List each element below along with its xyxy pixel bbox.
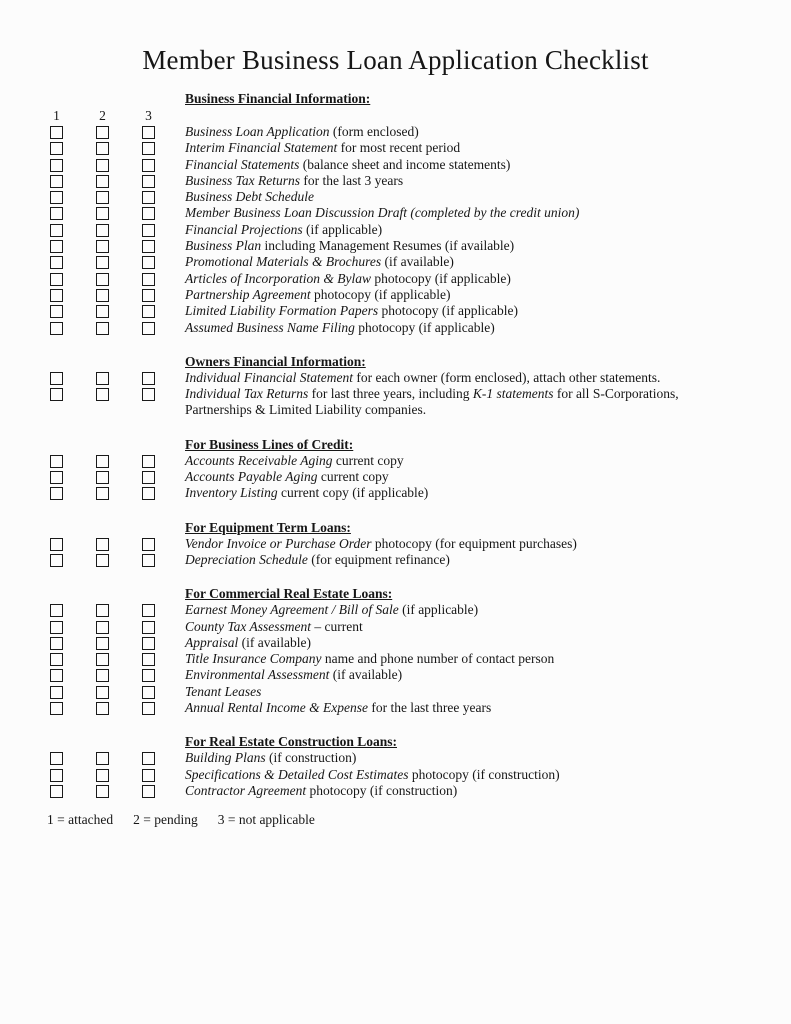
- section: [0, 353, 791, 419]
- checkbox-col3[interactable]: [142, 207, 155, 220]
- checkbox-col3[interactable]: [142, 785, 155, 798]
- checklist-row: [50, 271, 791, 287]
- checkbox-col1[interactable]: [50, 653, 63, 666]
- checkbox-col1[interactable]: [50, 273, 63, 286]
- checkbox-col2[interactable]: [96, 487, 109, 500]
- item-text: [185, 602, 713, 618]
- item-text: [185, 619, 713, 635]
- item-text-segment: Tenant Leases: [185, 683, 262, 699]
- checkbox-col1[interactable]: [50, 372, 63, 385]
- item-text-segment: Assumed Business Name Filing: [185, 319, 355, 335]
- checkbox-col2[interactable]: [96, 142, 109, 155]
- checkbox-col3[interactable]: [142, 554, 155, 567]
- checkbox-col2[interactable]: [96, 322, 109, 335]
- checklist-row: [50, 767, 791, 783]
- item-text-segment: Earnest Money Agreement / Bill of Sale: [185, 602, 399, 618]
- section: [0, 733, 791, 799]
- checklist-row: [50, 783, 791, 799]
- checklist-row: [50, 303, 791, 319]
- item-text-segment: (for equipment refinance): [307, 551, 450, 567]
- checkbox-col2[interactable]: [96, 372, 109, 385]
- checkbox-col2[interactable]: [96, 686, 109, 699]
- item-text: [185, 536, 713, 552]
- checklist-row: [50, 453, 791, 469]
- section-heading: Business Financial Information:: [185, 91, 371, 106]
- section: [0, 519, 791, 569]
- checklist-row: [50, 667, 791, 683]
- checkbox-col2[interactable]: [96, 388, 109, 401]
- item-text: [185, 238, 713, 254]
- column-header: 2: [99, 108, 106, 123]
- item-text-segment: Building Plans: [185, 750, 266, 766]
- item-text-segment: (if available): [329, 667, 403, 683]
- checkbox-col2[interactable]: [96, 256, 109, 269]
- checkbox-col1[interactable]: [50, 637, 63, 650]
- item-text: [185, 370, 713, 386]
- checklist-row: [50, 485, 791, 501]
- checkbox-col1[interactable]: [50, 289, 63, 302]
- checkbox-col2[interactable]: [96, 207, 109, 220]
- column-headers: [50, 108, 791, 124]
- legend-item: 2 = pending: [133, 812, 198, 828]
- checklist-row: [50, 386, 791, 419]
- checkbox-col2[interactable]: [96, 175, 109, 188]
- checkbox-col1[interactable]: [50, 388, 63, 401]
- checkbox-col1[interactable]: [50, 554, 63, 567]
- checkbox-col3[interactable]: [142, 621, 155, 634]
- item-text: [185, 287, 713, 303]
- item-text: [185, 124, 713, 140]
- checklist-row: [50, 238, 791, 254]
- checklist-row: [50, 173, 791, 189]
- item-text: [185, 667, 713, 683]
- item-text-segment: for the last three years: [367, 700, 492, 716]
- section: [0, 90, 791, 336]
- checkbox-col2[interactable]: [96, 637, 109, 650]
- item-text-segment: (if available): [238, 634, 311, 650]
- item-text-segment: for all S-Corporations, Partnerships & Limited Liability companies.: [185, 386, 679, 418]
- item-text: [185, 222, 713, 238]
- checkbox-col3[interactable]: [142, 322, 155, 335]
- section-heading: For Equipment Term Loans:: [185, 519, 351, 535]
- item-text-segment: K-1 statements: [472, 386, 554, 402]
- checkbox-col1[interactable]: [50, 159, 63, 172]
- checkbox-col3[interactable]: [142, 224, 155, 237]
- item-text-segment: Contractor Agreement: [185, 782, 307, 798]
- checkbox-col1[interactable]: [50, 191, 63, 204]
- checkbox-col3[interactable]: [142, 126, 155, 139]
- item-text-segment: Individual Financial Statement: [185, 369, 353, 385]
- item-text-segment: for last three years, including: [308, 386, 473, 402]
- item-text-segment: for the last 3 years: [300, 172, 404, 188]
- checklist-row: [50, 602, 791, 618]
- item-text-segment: Accounts Payable Aging: [185, 469, 318, 485]
- checkbox-col3[interactable]: [142, 487, 155, 500]
- checkbox-col1[interactable]: [50, 621, 63, 634]
- checkbox-col1[interactable]: [50, 224, 63, 237]
- checklist-row: [50, 124, 791, 140]
- checkbox-col1[interactable]: [50, 240, 63, 253]
- item-text-segment: Business Tax Returns: [185, 172, 301, 188]
- item-text-segment: photocopy (if construction): [408, 766, 560, 782]
- checkbox-col3[interactable]: [142, 455, 155, 468]
- item-text-segment: current copy: [332, 452, 404, 468]
- checkbox-col3[interactable]: [142, 752, 155, 765]
- checkbox-col1[interactable]: [50, 126, 63, 139]
- item-text: [185, 469, 713, 485]
- checkbox-col2[interactable]: [96, 126, 109, 139]
- item-text-segment: Inventory Listing: [185, 485, 278, 501]
- item-text: [185, 485, 713, 501]
- item-text-segment: (if construction): [265, 750, 357, 766]
- checkbox-col3[interactable]: [142, 191, 155, 204]
- item-text-segment: – current: [311, 618, 363, 634]
- checkbox-col3[interactable]: [142, 159, 155, 172]
- checklist-row: [50, 222, 791, 238]
- checkbox-col1[interactable]: [50, 207, 63, 220]
- checkbox-col2[interactable]: [96, 273, 109, 286]
- item-text: [185, 303, 713, 319]
- checkbox-col3[interactable]: [142, 669, 155, 682]
- item-text-segment: Articles of Incorporation & Bylaw: [185, 270, 371, 286]
- item-text-segment: Accounts Receivable Aging: [185, 452, 333, 468]
- section-heading: For Business Lines of Credit:: [185, 436, 354, 452]
- checkbox-col2[interactable]: [96, 538, 109, 551]
- item-text: [185, 783, 713, 799]
- section-heading: For Real Estate Construction Loans:: [185, 734, 397, 750]
- checklist-content: [0, 90, 791, 828]
- checkbox-col1[interactable]: [50, 455, 63, 468]
- checkbox-col2[interactable]: [96, 785, 109, 798]
- item-text: [185, 700, 713, 716]
- checkbox-col1[interactable]: [50, 785, 63, 798]
- sections: [0, 90, 791, 799]
- checkbox-col1[interactable]: [50, 487, 63, 500]
- item-text: [185, 651, 713, 667]
- section-heading: For Commercial Real Estate Loans:: [185, 586, 393, 602]
- item-text: [185, 767, 713, 783]
- item-text: [185, 205, 713, 221]
- checkbox-col2[interactable]: [96, 621, 109, 634]
- item-text-segment: Annual Rental Income & Expense: [185, 700, 368, 716]
- checkbox-col3[interactable]: [142, 273, 155, 286]
- item-text-segment: (balance sheet and income statements): [299, 156, 511, 172]
- item-text-segment: Promotional Materials & Brochures: [185, 254, 382, 270]
- item-text-segment: Title Insurance Company: [185, 651, 322, 667]
- legend-item: 1 = attached: [47, 812, 114, 828]
- item-text-segment: (form enclosed): [329, 124, 419, 139]
- checkbox-col1[interactable]: [50, 305, 63, 318]
- checkbox-col3[interactable]: [142, 305, 155, 318]
- item-text-segment: Business Loan Application: [185, 124, 330, 139]
- item-text-segment: Limited Liability Formation Papers: [185, 303, 379, 319]
- column-header: 1: [53, 108, 60, 123]
- item-text: [185, 320, 713, 336]
- checkbox-col1[interactable]: [50, 669, 63, 682]
- checkbox-col1[interactable]: [50, 769, 63, 782]
- checkbox-col2[interactable]: [96, 471, 109, 484]
- checkbox-col1[interactable]: [50, 538, 63, 551]
- item-text-segment: Environmental Assessment: [185, 667, 330, 683]
- checkbox-col3[interactable]: [142, 175, 155, 188]
- item-text-segment: Business Debt Schedule: [185, 189, 314, 205]
- checkbox-col2[interactable]: [96, 159, 109, 172]
- item-text-segment: Business Plan: [185, 238, 262, 254]
- checklist-row: [50, 140, 791, 156]
- checkbox-col1[interactable]: [50, 752, 63, 765]
- checklist-row: [50, 700, 791, 716]
- item-text: [185, 140, 713, 156]
- item-text-segment: photocopy (if construction): [306, 782, 458, 798]
- page-title: Member Business Loan Application Checklist: [142, 45, 649, 75]
- checkbox-col2[interactable]: [96, 455, 109, 468]
- item-text-segment: Member Business Loan Discussion Draft (completed by the credit union): [185, 205, 580, 221]
- item-text-segment: Financial Projections: [185, 221, 303, 237]
- checklist-row: [50, 619, 791, 635]
- checkbox-col2[interactable]: [96, 554, 109, 567]
- checkbox-col3[interactable]: [142, 240, 155, 253]
- item-text-segment: Appraisal: [185, 634, 239, 650]
- checklist-row: [50, 205, 791, 221]
- checkbox-col3[interactable]: [142, 686, 155, 699]
- item-text-segment: photocopy (if applicable): [370, 270, 511, 286]
- item-text: [185, 552, 713, 568]
- checkbox-col1[interactable]: [50, 175, 63, 188]
- checkbox-col2[interactable]: [96, 191, 109, 204]
- checkbox-col3[interactable]: [142, 604, 155, 617]
- item-text-segment: Partnership Agreement: [185, 286, 311, 302]
- item-text: [185, 271, 713, 287]
- item-text-segment: Financial Statements: [185, 156, 300, 172]
- checkbox-col3[interactable]: [142, 769, 155, 782]
- item-text-segment: current copy (if applicable): [277, 485, 429, 501]
- section: [0, 436, 791, 502]
- checklist-row: [50, 635, 791, 651]
- checklist-row: [50, 254, 791, 270]
- item-text-segment: Interim Financial Statement: [185, 140, 338, 156]
- checklist-row: [50, 157, 791, 173]
- checkbox-col2[interactable]: [96, 289, 109, 302]
- item-text-segment: including Management Resumes (if available): [261, 238, 515, 254]
- item-text: [185, 254, 713, 270]
- checkbox-col1[interactable]: [50, 702, 63, 715]
- item-text-segment: (if applicable): [302, 221, 383, 237]
- item-text-segment: (if applicable): [398, 602, 479, 618]
- item-text: [185, 157, 713, 173]
- legend-item: 3 = not applicable: [217, 812, 315, 828]
- checkbox-col3[interactable]: [142, 388, 155, 401]
- checkbox-col3[interactable]: [142, 142, 155, 155]
- checkbox-col3[interactable]: [142, 372, 155, 385]
- checklist-row: [50, 552, 791, 568]
- checkbox-col1[interactable]: [50, 471, 63, 484]
- checkbox-col2[interactable]: [96, 769, 109, 782]
- checkbox-col3[interactable]: [142, 653, 155, 666]
- checkbox-col2[interactable]: [96, 669, 109, 682]
- item-text-segment: Vendor Invoice or Purchase Order: [185, 535, 372, 551]
- legend: [47, 811, 791, 828]
- column-header: 3: [145, 108, 152, 123]
- checkbox-col2[interactable]: [96, 224, 109, 237]
- checkbox-col1[interactable]: [50, 322, 63, 335]
- checkbox-col2[interactable]: [96, 240, 109, 253]
- checkbox-col3[interactable]: [142, 256, 155, 269]
- checklist-row: [50, 750, 791, 766]
- checkbox-col1[interactable]: [50, 256, 63, 269]
- checkbox-col2[interactable]: [96, 752, 109, 765]
- item-text: [185, 386, 713, 419]
- item-text-segment: for most recent period: [337, 140, 461, 156]
- item-text-segment: Individual Tax Returns: [185, 386, 309, 402]
- checkbox-col3[interactable]: [142, 289, 155, 302]
- item-text-segment: photocopy (for equipment purchases): [371, 535, 577, 551]
- checkbox-col1[interactable]: [50, 604, 63, 617]
- checkbox-col3[interactable]: [142, 702, 155, 715]
- checklist-row: [50, 469, 791, 485]
- checkbox-col3[interactable]: [142, 471, 155, 484]
- item-text-segment: Depreciation Schedule: [185, 551, 308, 567]
- section-heading: Owners Financial Information:: [185, 353, 366, 369]
- checklist-row: [50, 189, 791, 205]
- item-text: [185, 750, 713, 766]
- checklist-row: [50, 320, 791, 336]
- item-text-segment: (if available): [381, 254, 454, 270]
- item-text: [185, 684, 713, 700]
- checklist-row: [50, 651, 791, 667]
- checklist-row: [50, 684, 791, 700]
- checkbox-col1[interactable]: [50, 686, 63, 699]
- checkbox-col2[interactable]: [96, 653, 109, 666]
- item-text-segment: photocopy (if applicable): [378, 303, 518, 319]
- item-text-segment: Specifications & Detailed Cost Estimates: [185, 766, 409, 782]
- section: [0, 585, 791, 716]
- checklist-row: [50, 287, 791, 303]
- item-text-segment: County Tax Assessment: [185, 618, 312, 634]
- checkbox-col2[interactable]: [96, 702, 109, 715]
- item-text-segment: name and phone number of contact person: [321, 651, 555, 667]
- checkbox-col2[interactable]: [96, 305, 109, 318]
- item-text: [185, 635, 713, 651]
- checklist-row: [50, 370, 791, 386]
- item-text-segment: current copy: [317, 469, 389, 485]
- checkbox-col3[interactable]: [142, 538, 155, 551]
- item-text-segment: for each owner (form enclosed), attach other statements.: [352, 369, 661, 385]
- checklist-row: [50, 536, 791, 552]
- item-text: [185, 189, 713, 205]
- checkbox-col1[interactable]: [50, 142, 63, 155]
- item-text-segment: photocopy (if applicable): [354, 319, 495, 335]
- item-text: [185, 173, 713, 189]
- checkbox-col3[interactable]: [142, 637, 155, 650]
- item-text-segment: photocopy (if applicable): [310, 286, 451, 302]
- item-text: [185, 453, 713, 469]
- checkbox-col2[interactable]: [96, 604, 109, 617]
